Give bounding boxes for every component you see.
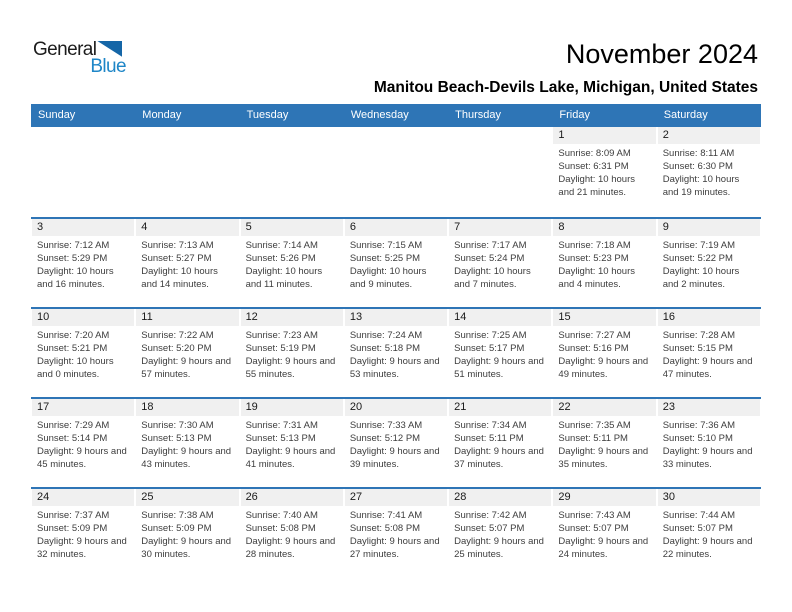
calendar bbox=[31, 104, 761, 577]
sunset-text: Sunset: 5:15 PM bbox=[662, 343, 733, 354]
day-details bbox=[240, 236, 344, 291]
day-number bbox=[345, 127, 447, 144]
sunset-text: Sunset: 6:31 PM bbox=[558, 161, 629, 172]
sunset-text: Sunset: 6:30 PM bbox=[662, 161, 733, 172]
week-row bbox=[31, 217, 761, 307]
day-number: 29 bbox=[553, 489, 655, 506]
day-details bbox=[344, 326, 448, 381]
day-cell bbox=[552, 489, 656, 577]
daylight-text: Daylight: 9 hours and 45 minutes. bbox=[37, 446, 127, 470]
day-number: 15 bbox=[553, 309, 655, 326]
day-cell-empty bbox=[135, 127, 239, 217]
sunset-text: Sunset: 5:23 PM bbox=[558, 253, 629, 264]
day-details bbox=[657, 506, 761, 561]
week-row bbox=[31, 307, 761, 397]
day-number: 11 bbox=[136, 309, 238, 326]
sunrise-text: Sunrise: 7:29 AM bbox=[37, 420, 110, 431]
weekday-header-row bbox=[31, 104, 761, 127]
daylight-text: Daylight: 9 hours and 39 minutes. bbox=[349, 446, 440, 470]
day-details bbox=[135, 506, 239, 561]
day-cell bbox=[552, 309, 656, 397]
day-number: 30 bbox=[658, 489, 760, 506]
logo-text-blue: Blue bbox=[90, 56, 126, 77]
sunset-text: Sunset: 5:22 PM bbox=[662, 253, 733, 264]
weekday-header-sunday: Sunday bbox=[38, 109, 76, 121]
day-details bbox=[448, 416, 552, 471]
day-cell bbox=[657, 309, 761, 397]
daylight-text: Daylight: 10 hours and 16 minutes. bbox=[37, 266, 114, 290]
daylight-text: Daylight: 9 hours and 41 minutes. bbox=[245, 446, 336, 470]
daylight-text: Daylight: 9 hours and 28 minutes. bbox=[245, 536, 336, 560]
day-details bbox=[657, 236, 761, 291]
day-number: 3 bbox=[32, 219, 134, 236]
day-cell-empty bbox=[448, 127, 552, 217]
weekday-header-friday: Friday bbox=[559, 109, 590, 121]
day-cell bbox=[448, 399, 552, 487]
sunrise-text: Sunrise: 7:36 AM bbox=[662, 420, 736, 431]
day-number: 13 bbox=[345, 309, 447, 326]
sunrise-text: Sunrise: 7:35 AM bbox=[558, 420, 631, 431]
day-number: 18 bbox=[136, 399, 238, 416]
sunrise-text: Sunrise: 7:23 AM bbox=[245, 330, 318, 341]
weeks bbox=[31, 127, 761, 577]
day-details bbox=[31, 326, 135, 381]
sunset-text: Sunset: 5:07 PM bbox=[558, 523, 629, 534]
day-details bbox=[31, 416, 135, 471]
sunrise-text: Sunrise: 7:15 AM bbox=[349, 240, 423, 251]
day-number: 17 bbox=[32, 399, 134, 416]
sunrise-text: Sunrise: 7:17 AM bbox=[454, 240, 527, 251]
day-number: 20 bbox=[345, 399, 447, 416]
day-cell bbox=[344, 399, 448, 487]
sunset-text: Sunset: 5:18 PM bbox=[349, 343, 421, 354]
day-cell bbox=[552, 219, 656, 307]
daylight-text: Daylight: 10 hours and 2 minutes. bbox=[662, 266, 740, 290]
day-number: 6 bbox=[345, 219, 447, 236]
day-cell bbox=[240, 489, 344, 577]
day-details bbox=[448, 236, 552, 291]
location-subtitle: Manitou Beach-Devils Lake, Michigan, United States bbox=[373, 79, 758, 96]
sunrise-text: Sunrise: 7:43 AM bbox=[558, 510, 631, 521]
day-cell bbox=[657, 489, 761, 577]
sunset-text: Sunset: 5:16 PM bbox=[558, 343, 629, 354]
daylight-text: Daylight: 9 hours and 47 minutes. bbox=[662, 356, 753, 380]
day-cell bbox=[240, 399, 344, 487]
day-cell bbox=[135, 489, 239, 577]
day-details bbox=[344, 416, 448, 471]
daylight-text: Daylight: 9 hours and 55 minutes. bbox=[245, 356, 336, 380]
sunrise-text: Sunrise: 7:22 AM bbox=[141, 330, 214, 341]
sunrise-text: Sunrise: 7:33 AM bbox=[349, 420, 423, 431]
day-number: 14 bbox=[449, 309, 551, 326]
sunrise-text: Sunrise: 7:14 AM bbox=[245, 240, 318, 251]
day-details bbox=[657, 326, 761, 381]
day-cell bbox=[135, 309, 239, 397]
day-number: 22 bbox=[553, 399, 655, 416]
sunset-text: Sunset: 5:17 PM bbox=[454, 343, 525, 354]
day-cell bbox=[657, 127, 761, 217]
day-details bbox=[31, 236, 135, 291]
sunrise-text: Sunrise: 7:25 AM bbox=[454, 330, 527, 341]
day-cell bbox=[344, 309, 448, 397]
day-cell bbox=[448, 489, 552, 577]
weekday-header-wednesday: Wednesday bbox=[350, 109, 409, 121]
day-number: 5 bbox=[241, 219, 343, 236]
sunrise-text: Sunrise: 7:40 AM bbox=[245, 510, 318, 521]
day-number: 24 bbox=[32, 489, 134, 506]
sunset-text: Sunset: 5:27 PM bbox=[141, 253, 212, 264]
day-details bbox=[657, 144, 761, 199]
sunset-text: Sunset: 5:19 PM bbox=[245, 343, 316, 354]
daylight-text: Daylight: 9 hours and 35 minutes. bbox=[558, 446, 649, 470]
day-number bbox=[449, 127, 551, 144]
daylight-text: Daylight: 9 hours and 57 minutes. bbox=[141, 356, 232, 380]
sunrise-text: Sunrise: 8:11 AM bbox=[662, 148, 735, 159]
day-cell bbox=[657, 219, 761, 307]
week-row bbox=[31, 397, 761, 487]
logo-triangle-icon bbox=[97, 41, 122, 57]
sunrise-text: Sunrise: 7:31 AM bbox=[245, 420, 318, 431]
daylight-text: Daylight: 9 hours and 30 minutes. bbox=[141, 536, 232, 560]
sunset-text: Sunset: 5:25 PM bbox=[349, 253, 421, 264]
day-number bbox=[241, 127, 343, 144]
sunset-text: Sunset: 5:14 PM bbox=[37, 433, 108, 444]
day-number: 12 bbox=[241, 309, 343, 326]
day-number: 23 bbox=[658, 399, 760, 416]
week-row bbox=[31, 127, 761, 217]
day-details bbox=[240, 416, 344, 471]
daylight-text: Daylight: 9 hours and 33 minutes. bbox=[662, 446, 753, 470]
day-cell bbox=[344, 219, 448, 307]
sunrise-text: Sunrise: 7:41 AM bbox=[349, 510, 423, 521]
logo-text-general: General bbox=[33, 39, 97, 60]
sunset-text: Sunset: 5:09 PM bbox=[37, 523, 108, 534]
daylight-text: Daylight: 9 hours and 24 minutes. bbox=[558, 536, 649, 560]
day-details bbox=[552, 144, 656, 199]
sunrise-text: Sunrise: 7:20 AM bbox=[37, 330, 110, 341]
sunset-text: Sunset: 5:24 PM bbox=[454, 253, 525, 264]
daylight-text: Daylight: 9 hours and 37 minutes. bbox=[454, 446, 544, 470]
sunset-text: Sunset: 5:07 PM bbox=[662, 523, 733, 534]
sunset-text: Sunset: 5:13 PM bbox=[141, 433, 212, 444]
day-cell bbox=[135, 219, 239, 307]
day-number: 28 bbox=[449, 489, 551, 506]
sunrise-text: Sunrise: 7:44 AM bbox=[662, 510, 736, 521]
sunrise-text: Sunrise: 7:42 AM bbox=[454, 510, 527, 521]
sunset-text: Sunset: 5:09 PM bbox=[141, 523, 212, 534]
sunrise-text: Sunrise: 7:13 AM bbox=[141, 240, 214, 251]
day-cell bbox=[344, 489, 448, 577]
weekday-header-thursday: Thursday bbox=[455, 109, 501, 121]
sunrise-text: Sunrise: 7:38 AM bbox=[141, 510, 214, 521]
weekday-header-saturday: Saturday bbox=[663, 109, 708, 121]
day-details bbox=[448, 326, 552, 381]
daylight-text: Daylight: 9 hours and 32 minutes. bbox=[37, 536, 127, 560]
daylight-text: Daylight: 10 hours and 11 minutes. bbox=[245, 266, 323, 290]
day-cell bbox=[31, 399, 135, 487]
day-number: 9 bbox=[658, 219, 760, 236]
daylight-text: Daylight: 10 hours and 4 minutes. bbox=[558, 266, 635, 290]
daylight-text: Daylight: 9 hours and 22 minutes. bbox=[662, 536, 753, 560]
day-details bbox=[552, 506, 656, 561]
day-details bbox=[240, 326, 344, 381]
day-number bbox=[136, 127, 238, 144]
weekday-header-tuesday: Tuesday bbox=[246, 109, 289, 121]
week-row bbox=[31, 487, 761, 577]
sunrise-text: Sunrise: 7:12 AM bbox=[37, 240, 110, 251]
sunset-text: Sunset: 5:10 PM bbox=[662, 433, 733, 444]
day-number: 21 bbox=[449, 399, 551, 416]
sunset-text: Sunset: 5:13 PM bbox=[245, 433, 316, 444]
day-details bbox=[448, 506, 552, 561]
sunset-text: Sunset: 5:12 PM bbox=[349, 433, 421, 444]
daylight-text: Daylight: 9 hours and 49 minutes. bbox=[558, 356, 649, 380]
day-cell bbox=[657, 399, 761, 487]
day-cell bbox=[448, 309, 552, 397]
daylight-text: Daylight: 10 hours and 0 minutes. bbox=[37, 356, 114, 380]
day-cell bbox=[552, 127, 656, 217]
sunrise-text: Sunrise: 7:34 AM bbox=[454, 420, 527, 431]
day-cell bbox=[31, 219, 135, 307]
sunset-text: Sunset: 5:08 PM bbox=[349, 523, 421, 534]
day-details bbox=[135, 326, 239, 381]
sunrise-text: Sunrise: 7:18 AM bbox=[558, 240, 631, 251]
sunset-text: Sunset: 5:20 PM bbox=[141, 343, 212, 354]
day-cell bbox=[31, 309, 135, 397]
weekday-header-monday: Monday bbox=[142, 109, 182, 121]
day-number bbox=[32, 127, 134, 144]
day-number: 7 bbox=[449, 219, 551, 236]
day-details bbox=[31, 506, 135, 561]
day-cell-empty bbox=[31, 127, 135, 217]
sunrise-text: Sunrise: 7:24 AM bbox=[349, 330, 423, 341]
daylight-text: Daylight: 10 hours and 21 minutes. bbox=[558, 174, 635, 198]
day-cell bbox=[552, 399, 656, 487]
day-details bbox=[657, 416, 761, 471]
daylight-text: Daylight: 10 hours and 7 minutes. bbox=[454, 266, 531, 290]
day-details bbox=[135, 236, 239, 291]
daylight-text: Daylight: 9 hours and 27 minutes. bbox=[349, 536, 440, 560]
day-details bbox=[344, 506, 448, 561]
daylight-text: Daylight: 9 hours and 43 minutes. bbox=[141, 446, 232, 470]
day-cell bbox=[135, 399, 239, 487]
sunset-text: Sunset: 5:07 PM bbox=[454, 523, 525, 534]
day-details bbox=[135, 416, 239, 471]
general-blue-logo bbox=[33, 40, 129, 75]
sunrise-text: Sunrise: 7:19 AM bbox=[662, 240, 736, 251]
daylight-text: Daylight: 10 hours and 14 minutes. bbox=[141, 266, 218, 290]
day-cell bbox=[240, 309, 344, 397]
day-number: 16 bbox=[658, 309, 760, 326]
daylight-text: Daylight: 9 hours and 51 minutes. bbox=[454, 356, 544, 380]
day-cell bbox=[448, 219, 552, 307]
day-details bbox=[240, 506, 344, 561]
day-details bbox=[552, 236, 656, 291]
day-number: 27 bbox=[345, 489, 447, 506]
day-number: 4 bbox=[136, 219, 238, 236]
day-number: 19 bbox=[241, 399, 343, 416]
day-cell-empty bbox=[344, 127, 448, 217]
day-details bbox=[552, 416, 656, 471]
sunrise-text: Sunrise: 7:28 AM bbox=[662, 330, 736, 341]
sunrise-text: Sunrise: 8:09 AM bbox=[558, 148, 631, 159]
daylight-text: Daylight: 9 hours and 53 minutes. bbox=[349, 356, 440, 380]
sunrise-text: Sunrise: 7:30 AM bbox=[141, 420, 214, 431]
day-number: 26 bbox=[241, 489, 343, 506]
sunset-text: Sunset: 5:29 PM bbox=[37, 253, 108, 264]
sunset-text: Sunset: 5:21 PM bbox=[37, 343, 108, 354]
daylight-text: Daylight: 10 hours and 9 minutes. bbox=[349, 266, 427, 290]
daylight-text: Daylight: 9 hours and 25 minutes. bbox=[454, 536, 544, 560]
day-number: 8 bbox=[553, 219, 655, 236]
day-details bbox=[552, 326, 656, 381]
day-number: 1 bbox=[553, 127, 655, 144]
sunset-text: Sunset: 5:26 PM bbox=[245, 253, 316, 264]
sunset-text: Sunset: 5:11 PM bbox=[454, 433, 524, 444]
daylight-text: Daylight: 10 hours and 19 minutes. bbox=[662, 174, 740, 198]
day-number: 10 bbox=[32, 309, 134, 326]
sunset-text: Sunset: 5:08 PM bbox=[245, 523, 316, 534]
day-cell-empty bbox=[240, 127, 344, 217]
titles bbox=[374, 38, 758, 97]
day-details bbox=[344, 236, 448, 291]
day-cell bbox=[31, 489, 135, 577]
sunrise-text: Sunrise: 7:27 AM bbox=[558, 330, 631, 341]
sunrise-text: Sunrise: 7:37 AM bbox=[37, 510, 110, 521]
sunset-text: Sunset: 5:11 PM bbox=[558, 433, 628, 444]
day-number: 25 bbox=[136, 489, 238, 506]
month-title: November 2024 bbox=[565, 39, 758, 69]
day-number: 2 bbox=[658, 127, 760, 144]
day-cell bbox=[240, 219, 344, 307]
